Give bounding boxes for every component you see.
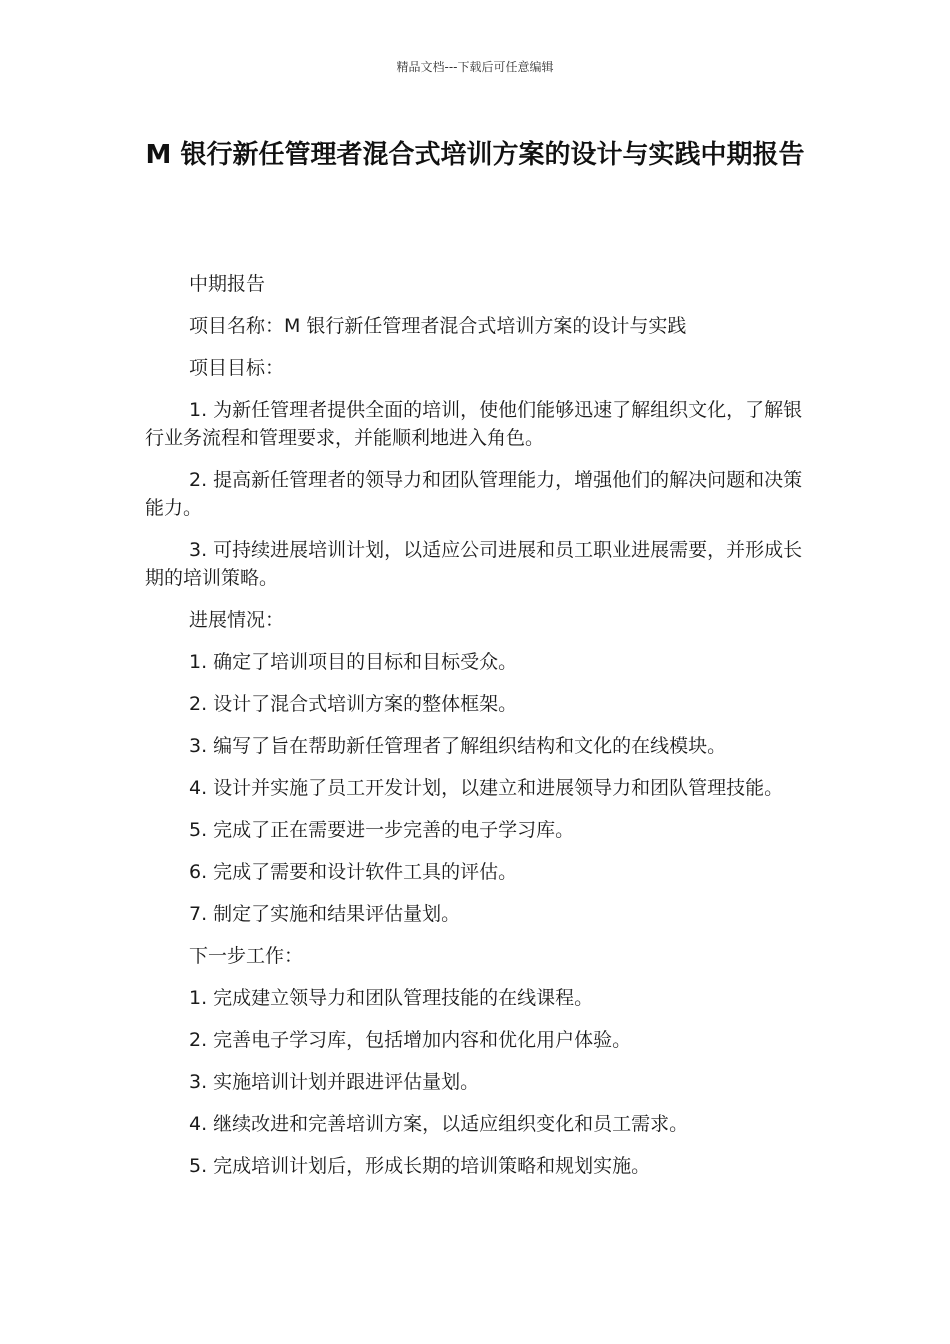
document-title: M 银行新任管理者混合式培训方案的设计与实践中期报告 [145,140,805,170]
progress-item: 4. 设计并实施了员工开发计划，以建立和进展领导力和团队管理技能。 [189,777,784,799]
progress-item: 5. 完成了正在需要进一步完善的电子学习库。 [189,819,575,841]
progress-item: 3. 编写了旨在帮助新任管理者了解组织结构和文化的在线模块。 [189,735,727,757]
goal-item: 3. 可持续进展培训计划，以适应公司进展和员工职业进展需要，并形成长期的培训策略。 [145,539,803,589]
next-step-item: 5. 完成培训计划后，形成长期的培训策略和规划实施。 [189,1155,651,1177]
document-body [145,270,805,1194]
next-step-item: 4. 继续改进和完善培训方案，以适应组织变化和员工需求。 [189,1113,689,1135]
paragraph-project-name: 项目名称：M 银行新任管理者混合式培训方案的设计与实践 [189,315,687,337]
heading-next-steps: 下一步工作： [189,945,304,967]
next-step-item: 3. 实施培训计划并跟进评估量划。 [189,1071,480,1093]
heading-project-goals: 项目目标： [189,357,285,379]
progress-item: 2. 设计了混合式培训方案的整体框架。 [189,693,518,715]
header-note: 精品文档---下载后可任意编辑 [396,60,554,74]
heading-progress: 进展情况： [189,609,285,631]
goal-item: 2. 提高新任管理者的领导力和团队管理能力，增强他们的解决问题和决策能力。 [145,469,803,519]
next-step-item: 1. 完成建立领导力和团队管理技能的在线课程。 [189,987,594,1009]
next-step-item: 2. 完善电子学习库，包括增加内容和优化用户体验。 [189,1029,632,1051]
paragraph-report-label: 中期报告 [189,273,266,295]
progress-item: 7. 制定了实施和结果评估量划。 [189,903,461,925]
progress-item: 6. 完成了需要和设计软件工具的评估。 [189,861,518,883]
goal-item: 1. 为新任管理者提供全面的培训，使他们能够迅速了解组织文化，了解银行业务流程和管理要求，并能顺利地进入角色。 [145,399,803,449]
progress-item: 1. 确定了培训项目的目标和目标受众。 [189,651,518,673]
